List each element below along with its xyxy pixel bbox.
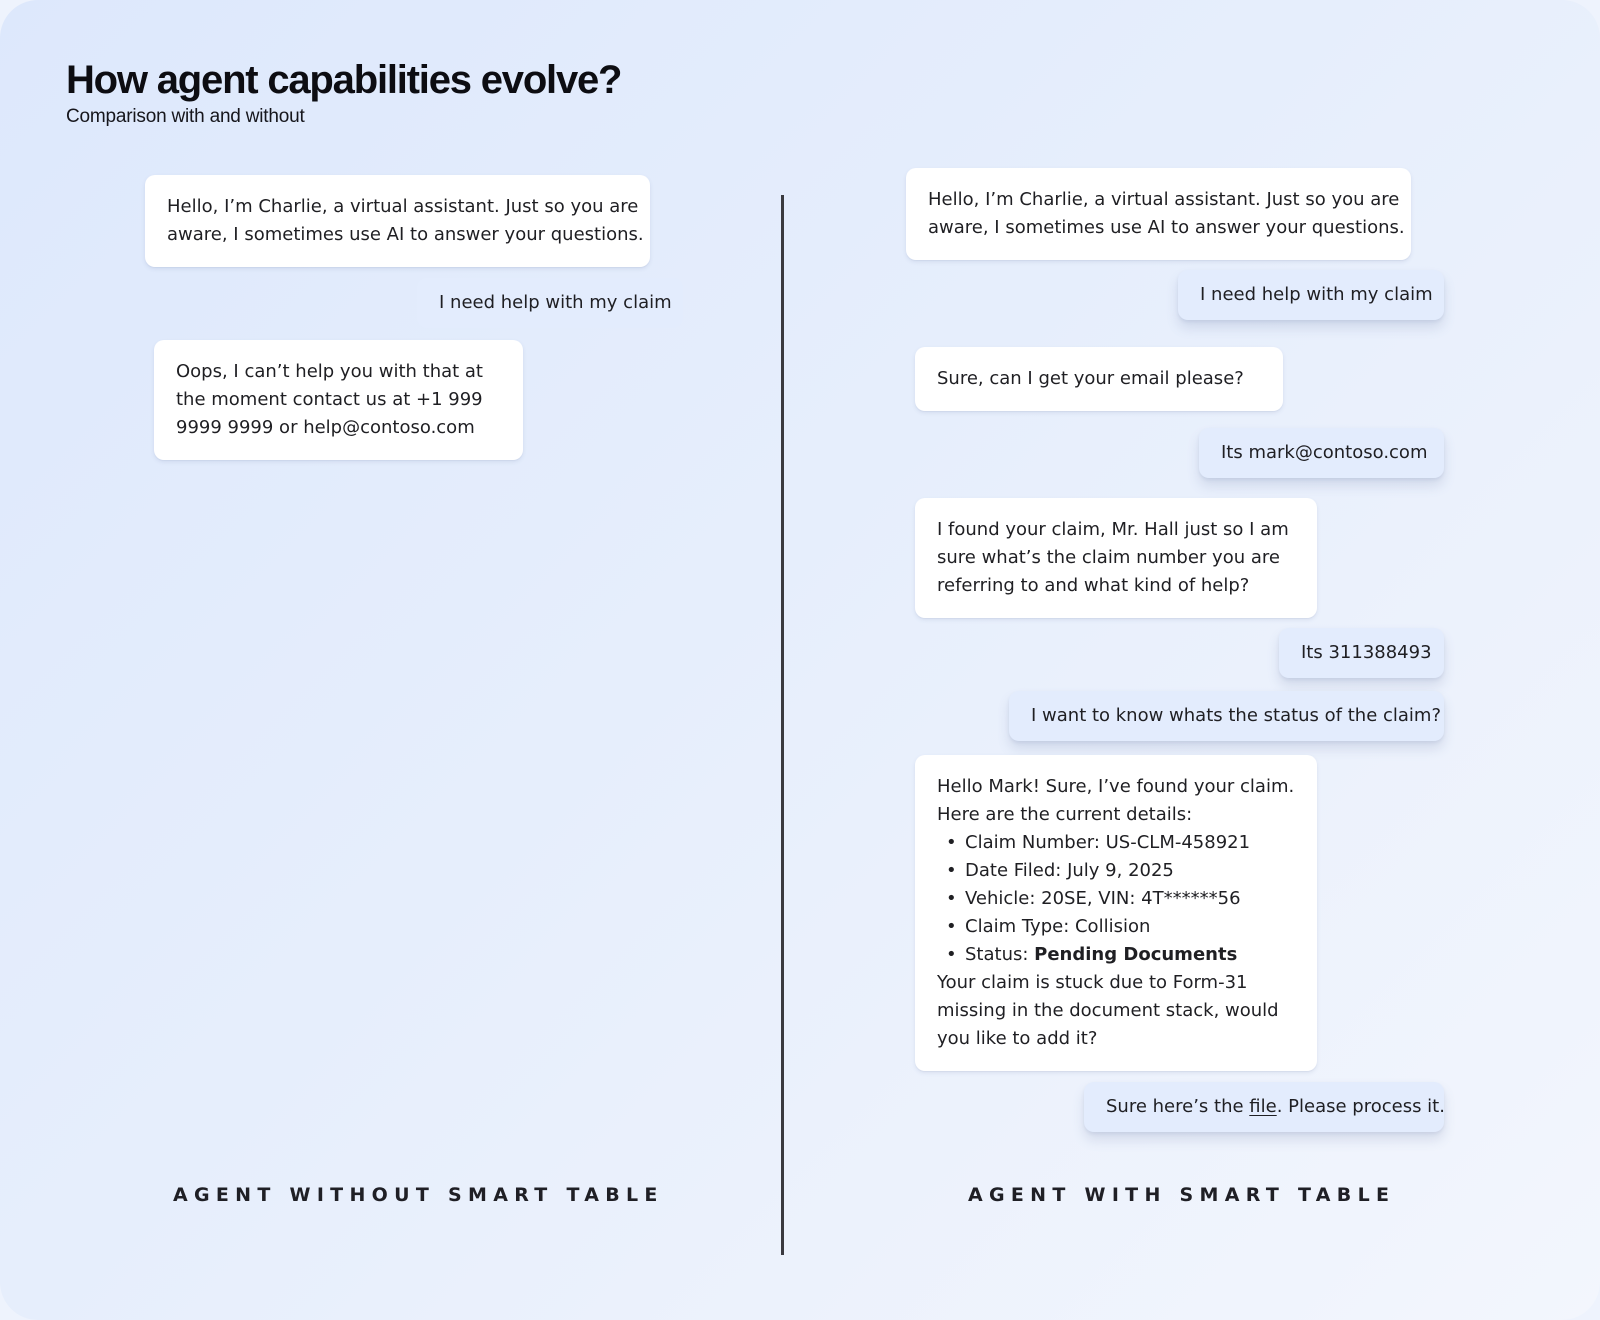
claim-details-list	[937, 829, 1295, 969]
left-bot-greeting	[145, 175, 650, 267]
claim-detail-item	[937, 857, 1295, 885]
claim-detail-item	[937, 829, 1295, 857]
right-user-status-request	[1009, 691, 1444, 741]
claim-detail-text: Claim Number: US-CLM-458921	[965, 832, 1251, 853]
message-line: Oops, I can’t help you with that at	[176, 361, 483, 382]
message-line: the moment contact us at +1 999	[176, 389, 483, 410]
message-line: I found your claim, Mr. Hall just so I am	[937, 519, 1289, 540]
column-divider	[781, 195, 784, 1255]
message-line: I need help with my claim	[1200, 284, 1433, 305]
message-line: Hello Mark! Sure, I’ve found your claim.	[937, 776, 1295, 797]
bullet: •	[946, 860, 957, 881]
left-column-caption: AGENT WITHOUT SMART TABLE	[173, 1184, 664, 1206]
right-bot-claim-found	[915, 498, 1317, 618]
message-line: Hello, I’m Charlie, a virtual assistant. Just so you are	[167, 196, 639, 217]
message-line: Its 311388493	[1301, 642, 1432, 663]
message-line: aware, I sometimes use AI to answer your questions.	[928, 217, 1405, 238]
right-bot-greeting	[906, 168, 1411, 260]
claim-detail-text: Date Filed: July 9, 2025	[965, 860, 1174, 881]
message-line: aware, I sometimes use AI to answer your questions.	[167, 224, 644, 245]
message-line: Its mark@contoso.com	[1221, 442, 1428, 463]
claim-detail-text: Vehicle: 20SE, VIN: 4T******56	[965, 888, 1241, 909]
bullet: •	[946, 916, 957, 937]
bullet: •	[946, 888, 957, 909]
message-line: Here are the current details:	[937, 804, 1193, 825]
message-line: referring to and what kind of help?	[937, 575, 1250, 596]
claim-status-item	[937, 941, 1295, 969]
right-user-help-request	[1178, 270, 1444, 320]
message-line: Hello, I’m Charlie, a virtual assistant. Just so you are	[928, 189, 1400, 210]
claim-detail-text: Claim Type: Collision	[965, 916, 1151, 937]
right-user-file-upload	[1084, 1082, 1444, 1132]
message-line: I need help with my claim	[439, 292, 672, 313]
right-user-email	[1199, 428, 1444, 478]
message-line: I want to know whats the status of the claim?	[1031, 705, 1442, 726]
message-text: Sure here’s the	[1106, 1096, 1250, 1117]
message-line: sure what’s the claim number you are	[937, 547, 1280, 568]
claim-detail-item	[937, 885, 1295, 913]
bullet: •	[946, 944, 957, 965]
message-text: . Please process it.	[1276, 1096, 1445, 1117]
right-bot-claim-details	[915, 755, 1317, 1071]
right-column-caption: AGENT WITH SMART TABLE	[968, 1184, 1396, 1206]
message-line: you like to add it?	[937, 1028, 1098, 1049]
message-line: Sure, can I get your email please?	[937, 368, 1244, 389]
left-bot-fallback	[154, 340, 523, 460]
claim-status-value: Pending Documents	[1034, 944, 1238, 965]
claim-status-label: Status:	[965, 944, 1035, 965]
message-line: Your claim is stuck due to Form-31	[937, 972, 1248, 993]
file-link[interactable]: file	[1249, 1096, 1277, 1117]
page-title: How agent capabilities evolve?	[66, 58, 622, 102]
claim-detail-item	[937, 913, 1295, 941]
message-line: missing in the document stack, would	[937, 1000, 1279, 1021]
page-subtitle: Comparison with and without	[66, 106, 305, 127]
right-bot-email-request	[915, 347, 1283, 411]
bullet: •	[946, 832, 957, 853]
right-user-claim-number	[1279, 628, 1444, 678]
left-user-help-request	[417, 278, 683, 328]
message-line: 9999 9999 or help@contoso.com	[176, 417, 475, 438]
